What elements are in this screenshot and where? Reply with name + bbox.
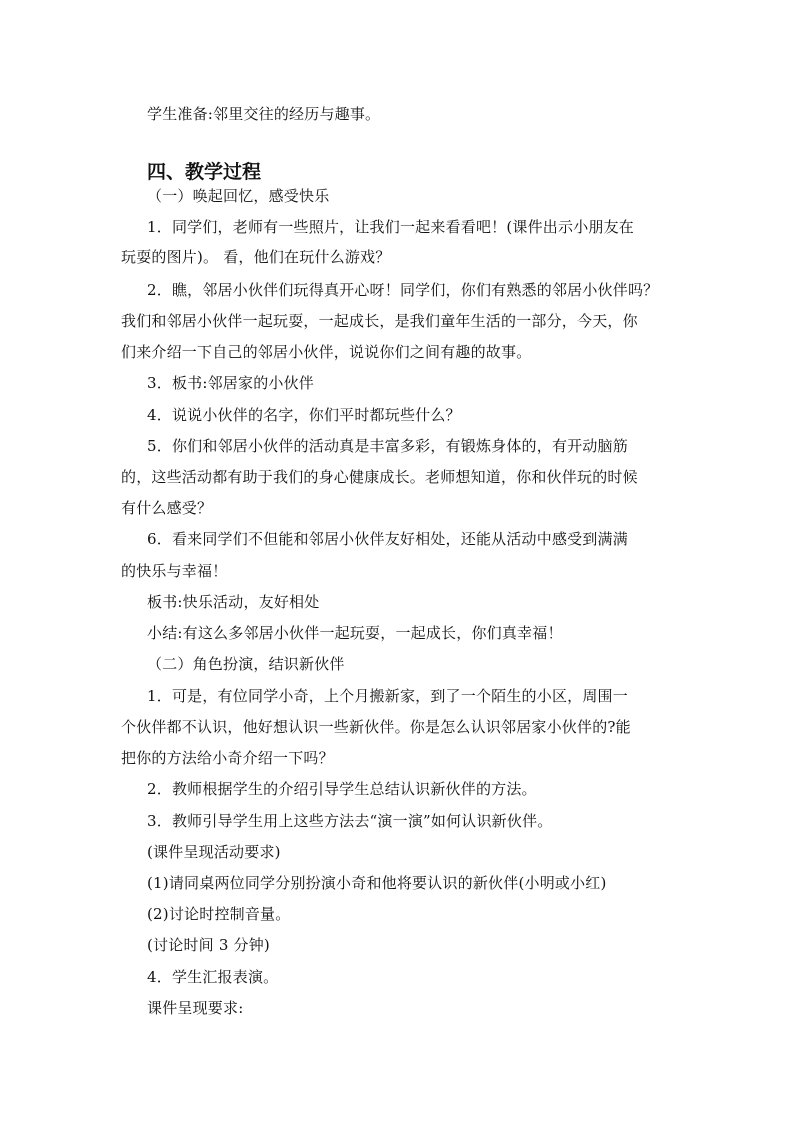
part1-p2-line2: 我们和邻居小伙伴一起玩耍，一起成长，是我们童年生活的一部分，今天，你: [121, 312, 638, 330]
part2-p1-line2: 个伙伴都不认识，他好想认识一些新伙伴。你是怎么认识邻居家小伙伴的?能: [121, 718, 631, 736]
part2-p1-line1: 1．可是，有位同学小奇，上个月搬新家，到了一个陌生的小区，周围一: [147, 687, 628, 705]
part2-title: （二）角色扮演，结识新伙伴: [147, 655, 345, 673]
part1-board: 板书:快乐活动，友好相处: [147, 593, 320, 611]
part1-p6-line2: 的快乐与幸福！: [121, 562, 228, 580]
part1-p6-line1: 6．看来同学们不但能和邻居小伙伴友好相处，还能从活动中感受到满满: [147, 530, 628, 548]
part2-requirements-intro: (课件呈现活动要求): [147, 843, 281, 861]
part1-summary: 小结:有这么多邻居小伙伴一起玩耍，一起成长，你们真幸福！: [147, 624, 563, 642]
part1-title: （一）唤起回忆，感受快乐: [147, 187, 330, 205]
part1-p1-line2: 玩耍的图片)。 看，他们在玩什么游戏？: [121, 248, 391, 266]
part1-p2-line1: 2．瞧，邻居小伙伴们玩得真开心呀！同学们，你们有熟悉的邻居小伙伴吗？: [147, 281, 659, 299]
part2-p3: 3．教师引导学生用上这些方法去“演一演”如何认识新伙伴。: [147, 812, 553, 830]
part2-p1-line3: 把你的方法给小奇介绍一下吗？: [121, 749, 334, 767]
part2-requirement-1: (1)请同桌两位同学分别扮演小奇和他将要认识的新伙伴(小明或小红): [147, 874, 607, 892]
part2-last-line: 课件呈现要求:: [147, 999, 244, 1017]
part1-p4: 4．说说小伙伴的名字，你们平时都玩些什么？: [147, 406, 461, 424]
part2-p2: 2．教师根据学生的介绍引导学生总结认识新伙伴的方法。: [147, 780, 537, 798]
section-title: 四、教学过程: [147, 161, 262, 183]
part1-p5-line1: 5．你们和邻居小伙伴的活动真是丰富多彩，有锻炼身体的，有开动脑筋: [147, 437, 628, 455]
part1-p5-line2: 的，这些活动都有助于我们的身心健康成长。老师想知道，你和伙伴玩的时候: [121, 468, 638, 486]
part1-p2-line3: 们来介绍一下自己的邻居小伙伴，说说你们之间有趣的故事。: [121, 343, 532, 361]
part2-requirement-2: (2)讨论时控制音量。: [147, 905, 291, 923]
part2-discussion-time: (讨论时间 3 分钟): [147, 936, 270, 954]
part1-p5-line3: 有什么感受？: [121, 499, 213, 517]
part1-p1-line1: 1．同学们，老师有一些照片，让我们一起来看看吧！(课件出示小朋友在: [147, 218, 634, 236]
student-preparation: 学生准备:邻里交往的经历与趣事。: [147, 105, 381, 123]
part1-p3: 3．板书:邻居家的小伙伴: [147, 374, 314, 392]
part2-p4: 4．学生汇报表演。: [147, 968, 279, 986]
